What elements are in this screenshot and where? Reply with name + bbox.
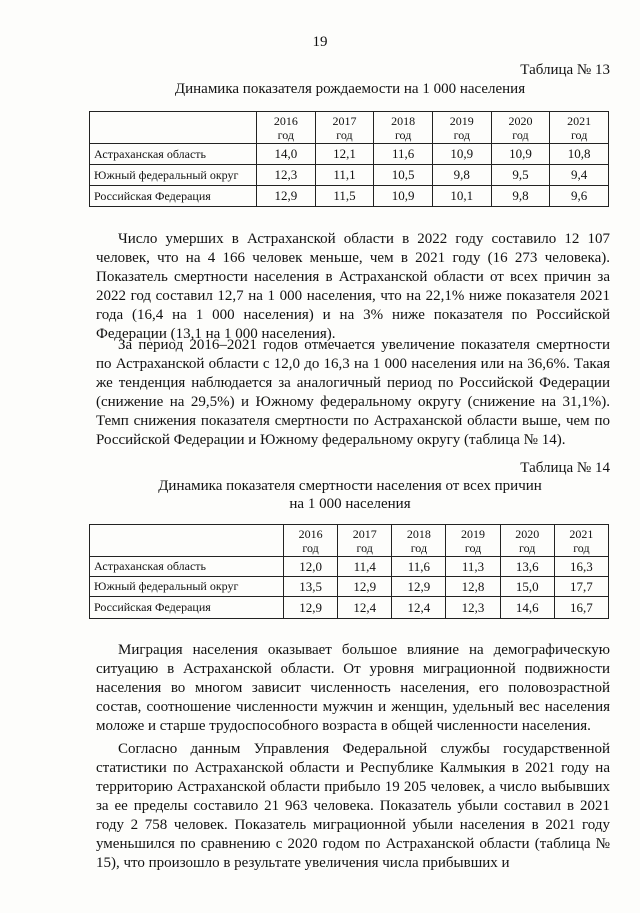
year-header: 2019 год: [446, 525, 500, 557]
table-header-row: [90, 525, 609, 557]
paragraph-mortality-trend: За период 2016–2021 годов отмечается увеличение показателя смертности по Астраханской области с 12,0 до 16,3 на 1 000 населения или на 36,6%. Такая же тенденция наблюдается за аналогичный период по Российской Федерации (снижение на 29,5%) и Южному федеральному округу (снижение на 31,1%). Темп снижения показателя смертности по Астраханской области выше, чем по Российской Федерации и Южному федеральному округу (таблица № 14).: [96, 337, 610, 448]
year-header: 2016 год: [284, 525, 338, 557]
region-name: Южный федеральный округ: [90, 165, 257, 186]
table-cell: 14,0: [257, 144, 316, 165]
table-cell: 11,4: [338, 557, 392, 577]
table-cell: 12,4: [338, 597, 392, 619]
table-cell: 10,1: [432, 186, 491, 207]
table-row: [90, 165, 609, 186]
year-header: 2018 год: [392, 525, 446, 557]
table-cell: 10,9: [432, 144, 491, 165]
table-cell: 9,8: [491, 186, 550, 207]
table-14: [89, 524, 609, 619]
table-cell: 11,3: [446, 557, 500, 577]
region-name: Российская Федерация: [90, 186, 257, 207]
table-cell: 12,9: [257, 186, 316, 207]
header-empty-cell: [90, 112, 257, 144]
table-cell: 9,5: [491, 165, 550, 186]
paragraph-migration: Миграция населения оказывает большое влияние на демографическую ситуацию в Астраханской области. От уровня миграционной подвижности населения во многом зависит численность населения, его половозрастной состав, соотношение численности мужчин и женщин, удельный вес населения моложе и старше трудоспособного возраста в общей численности населения.: [96, 642, 610, 734]
table-cell: 12,4: [392, 597, 446, 619]
table-header-row: [90, 112, 609, 144]
table-cell: 10,9: [491, 144, 550, 165]
table-cell: 12,3: [257, 165, 316, 186]
year-header: 2016 год: [257, 112, 316, 144]
table-cell: 10,9: [374, 186, 433, 207]
table-cell: 11,5: [315, 186, 374, 207]
table-cell: 16,3: [554, 557, 608, 577]
table-cell: 10,5: [374, 165, 433, 186]
table-cell: 14,6: [500, 597, 554, 619]
year-header: 2020 год: [500, 525, 554, 557]
table-cell: 10,8: [550, 144, 609, 165]
table-row: [90, 144, 609, 165]
table-13-title: Динамика показателя рождаемости на 1 000 населения: [174, 81, 526, 97]
year-header: 2019 год: [432, 112, 491, 144]
table-row: [90, 597, 609, 619]
table-13: [89, 111, 609, 207]
table-14-title: Динамика показателя смертности населения от всех причин на 1 000 населения: [158, 478, 542, 512]
year-header: 2017 год: [315, 112, 374, 144]
region-name: Астраханская область: [90, 144, 257, 165]
table-row: [90, 557, 609, 577]
table-cell: 12,9: [392, 577, 446, 597]
table-cell: 9,8: [432, 165, 491, 186]
table-cell: 12,9: [284, 597, 338, 619]
table-13-label: Таблица № 13: [520, 62, 610, 78]
table-cell: 11,6: [392, 557, 446, 577]
table-cell: 13,6: [500, 557, 554, 577]
year-header: 2021 год: [550, 112, 609, 144]
year-header: 2020 год: [491, 112, 550, 144]
table-cell: 12,9: [338, 577, 392, 597]
paragraph-migration-stats: Согласно данным Управления Федеральной службы государственной статистики по Астраханской области и Республике Калмыкия в 2021 году на территорию Астраханской области прибыло 19 205 человек, а число выбывших за ее пределы составило 21 963 человека. Показатель убыли составил в 2021 году 2 758 человек. Показатель миграционной убыли населения в 2021 году уменьшился по сравнению с 2020 годом по Астраханской области (таблица № 15), что произошло в результате увеличения числа прибывших и: [96, 741, 610, 871]
year-header: 2021 год: [554, 525, 608, 557]
table-cell: 12,1: [315, 144, 374, 165]
table-cell: 12,3: [446, 597, 500, 619]
table-cell: 12,0: [284, 557, 338, 577]
table-14-label: Таблица № 14: [520, 460, 610, 476]
table-row: [90, 186, 609, 207]
table-cell: 11,1: [315, 165, 374, 186]
region-name: Российская Федерация: [90, 597, 284, 619]
table-cell: 16,7: [554, 597, 608, 619]
table-row: [90, 577, 609, 597]
table-cell: 11,6: [374, 144, 433, 165]
header-empty-cell: [90, 525, 284, 557]
region-name: Южный федеральный округ: [90, 577, 284, 597]
year-header: 2018 год: [374, 112, 433, 144]
table-cell: 9,6: [550, 186, 609, 207]
paragraph-mortality: Число умерших в Астраханской области в 2022 году составило 12 107 человек, что на 4 166 человек меньше, чем в 2021 году (16 273 человека). Показатель смертности населения в Астраханской области от всех причин за 2022 год составил 12,7 на 1 000 населения, что на 22,1% ниже показателя 2021 года (16,4 на 1 000 населения) и на 3% ниже показателя по Российской Федерации (13,1 на 1 000 населения).: [96, 231, 610, 342]
table-cell: 9,4: [550, 165, 609, 186]
year-header: 2017 год: [338, 525, 392, 557]
region-name: Астраханская область: [90, 557, 284, 577]
table-cell: 13,5: [284, 577, 338, 597]
table-cell: 15,0: [500, 577, 554, 597]
table-cell: 17,7: [554, 577, 608, 597]
page-number: 19: [312, 34, 328, 50]
table-cell: 12,8: [446, 577, 500, 597]
